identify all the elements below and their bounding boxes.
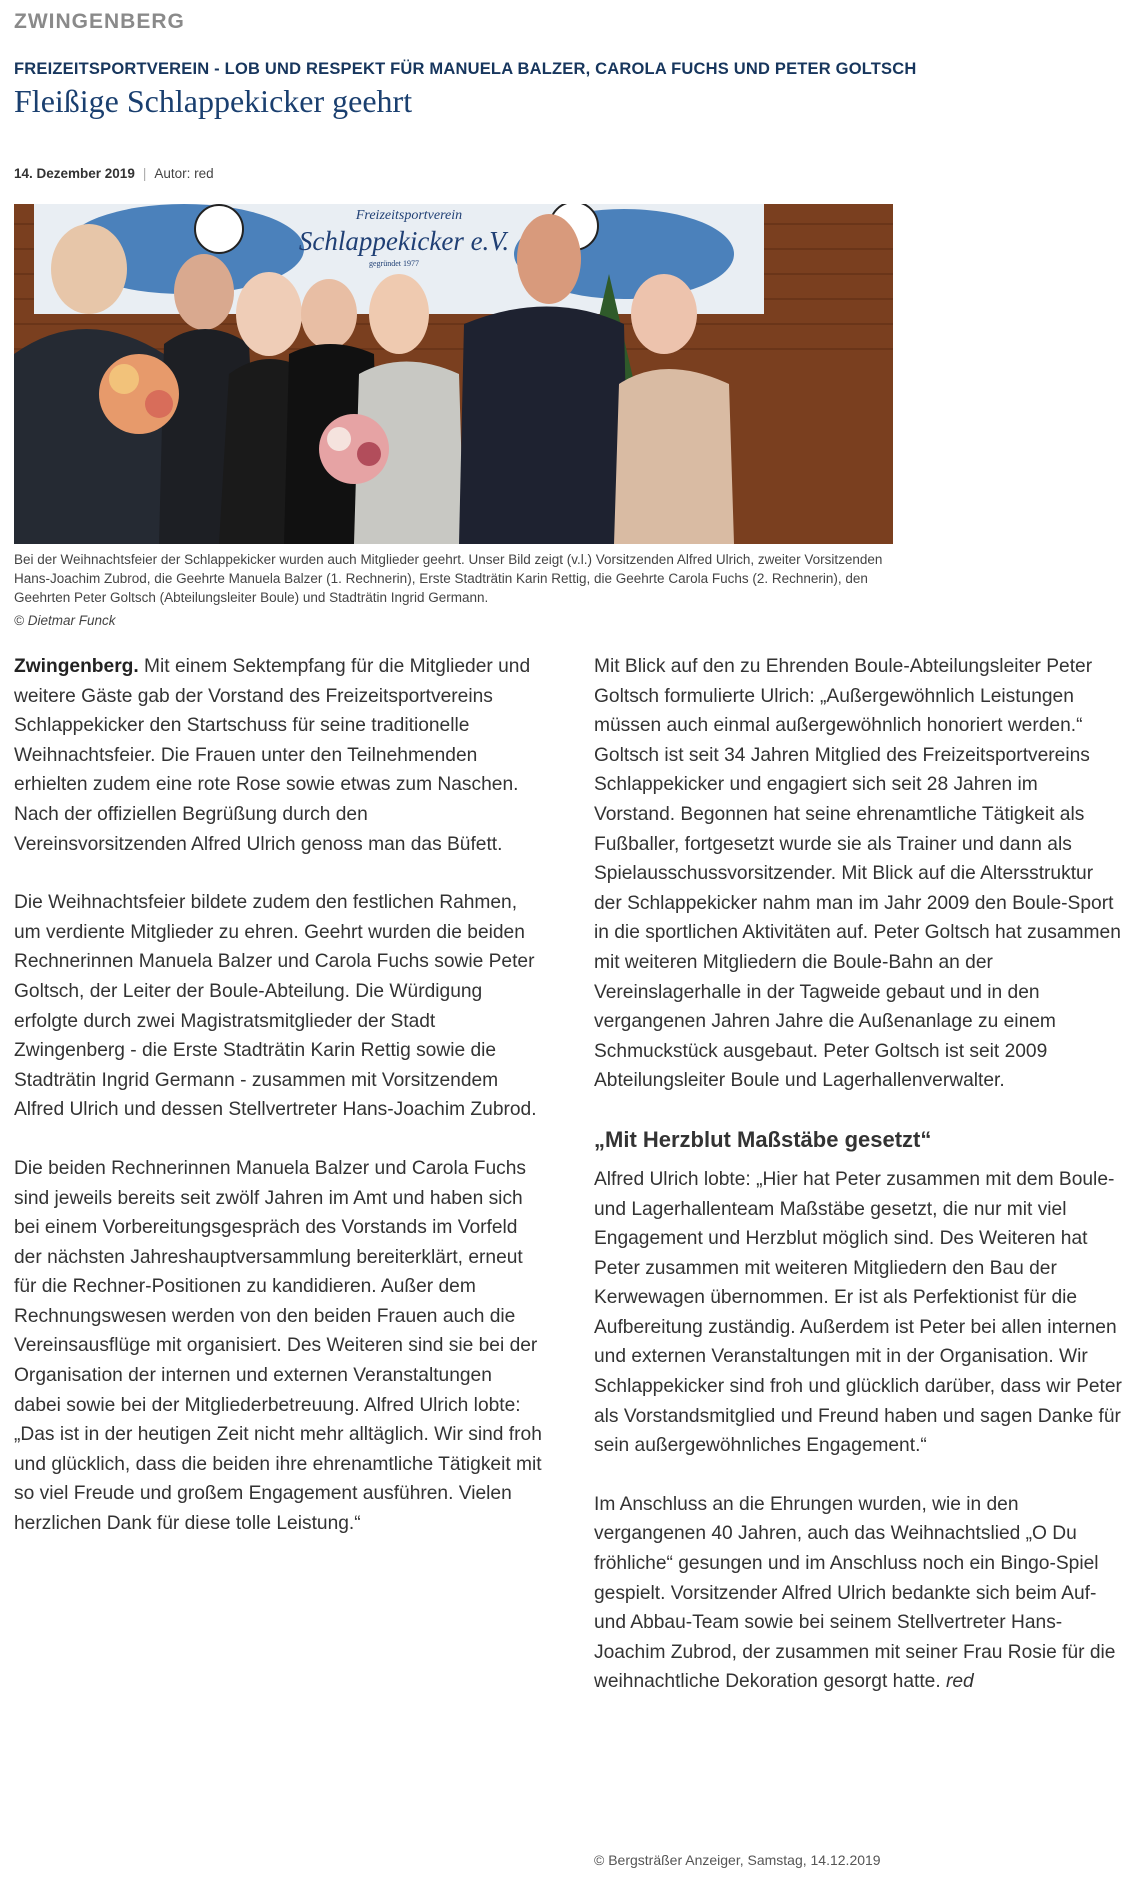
article-headline: Fleißige Schlappekicker geehrt (14, 83, 413, 119)
copyright-footer: © Bergsträßer Anzeiger, Samstag, 14.12.2019 (594, 1852, 881, 1868)
paragraph-1 (14, 652, 544, 859)
group-photo-illustration (14, 204, 893, 544)
article-column-right (594, 652, 1124, 1726)
paragraph-3: Die beiden Rechnerinnen Manuela Balzer und Carola Fuchs sind jeweils bereits seit zwölf Jahren im Amt und haben sich bei einem Vorbereitungsgespräch des Vorstands im Vorfeld der nächsten Jahreshauptversammlung bereiterklärt, erneut für die Rechner-Positionen zu kandidieren. Außer dem Rechnungswesen werden von den beiden Frauen auch die Vereinsausflüge mit organisiert. Des Weiteren sind sie bei der Organisation der internen und externen Veranstaltungen dabei sowie bei der Mitgliederbetreuung. Alfred Ulrich lobte: „Das ist in der heutigen Zeit nicht mehr alltäglich. Wir sind froh und glücklich, dass die beiden ihre ehrenamtliche Tätigkeit mit so viel Freude und großem Engagement ausführen. Vielen herzlichen Dank für diese tolle Leistung.“ (14, 1157, 542, 1535)
banner-founded-text: gegründet 1977 (369, 259, 419, 268)
author-sign: red (946, 1671, 974, 1693)
article-meta (14, 166, 214, 181)
paragraph-4: Mit Blick auf den zu Ehrenden Boule-Abteilungsleiter Peter Goltsch formulierte Ulrich: „Außergewöhnlich Leistungen müssen auch einmal außergewöhnlich honoriert werden.“ Goltsch ist seit 34 Jahren Mitglied des Freizeitsportvereins Schlappekicker und engagiert sich seit 28 Jahren im Vorstand. Begonnen hat seine ehrenamtliche Tätigkeit als Fußballer, fortgesetzt wurde sie als Trainer und dann als Spielausschussvorsitzender. Mit Blick auf die Altersstruktur der Schlappekicker nahm man im Jahr 2009 den Boule-Sport in die sportlichen Aktivitäten auf. Peter Goltsch hat zusammen mit weiteren Mitgliedern die Boule-Bahn an der Vereinslagerhalle in der Tagweide gebaut und in den vergangenen Jahren Jahre die Außenanlage zu einem Schmuckstück ausgebaut. Peter Goltsch ist seit 2009 Abteilungsleiter Boule und Lagerhallenverwalter. (594, 656, 1121, 1092)
banner-top-text: Freizeitsportverein (355, 208, 463, 223)
photo-credit: © Dietmar Funck (14, 613, 116, 628)
article-photo[interactable] (14, 204, 893, 544)
publish-date: 14. Dezember 2019 (14, 166, 135, 181)
photo-caption: Bei der Weihnachtsfeier der Schlappekicker wurden auch Mitglieder geehrt. Unser Bild zeigt (v.l.) Vorsitzenden Alfred Ulrich, zweiter Vorsitzenden Hans-Joachim Zubrod, die Geehrte Manuela Balzer (1. Rechnerin), Erste Stadträtin Karin Rettig, die Geehrte Carola Fuchs (2. Rechnerin), den Geehrten Peter Goltsch (Abteilungsleiter Boule) und Stadträtin Ingrid Germann. (14, 552, 883, 605)
paragraph-5: Alfred Ulrich lobte: „Hier hat Peter zusammen mit dem Boule- und Lagerhallenteam Maßstäbe gesetzt, die nur mit viel Engagement und Herzblut möglich sind. Des Weiteren hat Peter zusammen mit weiteren Mitgliedern den Bau der Kerwewagen übernommen. Er ist als Perfektionist für die Aufbereitung zuständig. Außerdem ist Peter bei allen internen und externen Veranstaltungen mit in der Organisation. Wir Schlappekicker sind froh und glücklich darüber, dass wir Peter als Vorstandsmitglied und Freund haben und sagen Danke für sein außergewöhnliches Engagement.“ (594, 1168, 1122, 1457)
banner-name-text: Schlappekicker e.V. (298, 226, 510, 256)
meta-separator: | (142, 166, 147, 181)
paragraph-2: Die Weihnachtsfeier bildete zudem den festlichen Rahmen, um verdiente Mitglieder zu ehren. Geehrt wurden die beiden Rechnerinnen Manuela Balzer und Carola Fuchs sowie Peter Goltsch, der Leiter der Boule-Abteilung. Die Würdigung erfolgte durch zwei Magistratsmitglieder der Stadt Zwingenberg - die Erste Stadträtin Karin Rettig sowie die Stadträtin Ingrid Germann - zusammen mit Vorsitzendem Alfred Ulrich und dessen Stellvertreter Hans-Joachim Zubrod. (14, 892, 537, 1121)
paragraph-6 (594, 1490, 1124, 1697)
article-column-left (14, 652, 544, 1568)
paragraph-1-text: Mit einem Sektempfang für die Mitglieder und weitere Gäste gab der Vorstand des Freizeitsportvereins Schlappekicker den Startschuss für seine traditionelle Weihnachtsfeier. Die Frauen unter den Teilnehmenden erhielten zudem eine rote Rose sowie etwas zum Naschen. Nach der offiziellen Begrüßung durch den Vereinsvorsitzenden Alfred Ulrich genoss man das Büfett. (14, 656, 531, 855)
dateline: Zwingenberg. (14, 656, 139, 677)
article-subheading: „Mit Herzblut Maßstäbe gesetzt“ (594, 1126, 932, 1152)
section-label: ZWINGENBERG (14, 10, 185, 33)
article-kicker: FREIZEITSPORTVEREIN - LOB UND RESPEKT FÜR MANUELA BALZER, CAROLA FUCHS UND PETER GOLTSCH (14, 60, 917, 78)
paragraph-6-text: Im Anschluss an die Ehrungen wurden, wie in den vergangenen 40 Jahren, auch das Weihnachtslied „O Du fröhliche“ gesungen und im Anschluss noch ein Bingo-Spiel gespielt. Vorsitzender Alfred Ulrich bedankte sich beim Auf- und Abbau-Team sowie bei seinem Stellvertreter Hans-Joachim Zubrod, der zusammen mit seiner Frau Rosie für die weihnachtliche Dekoration gesorgt hatte. (594, 1493, 1116, 1693)
author: Autor: red (154, 166, 214, 181)
